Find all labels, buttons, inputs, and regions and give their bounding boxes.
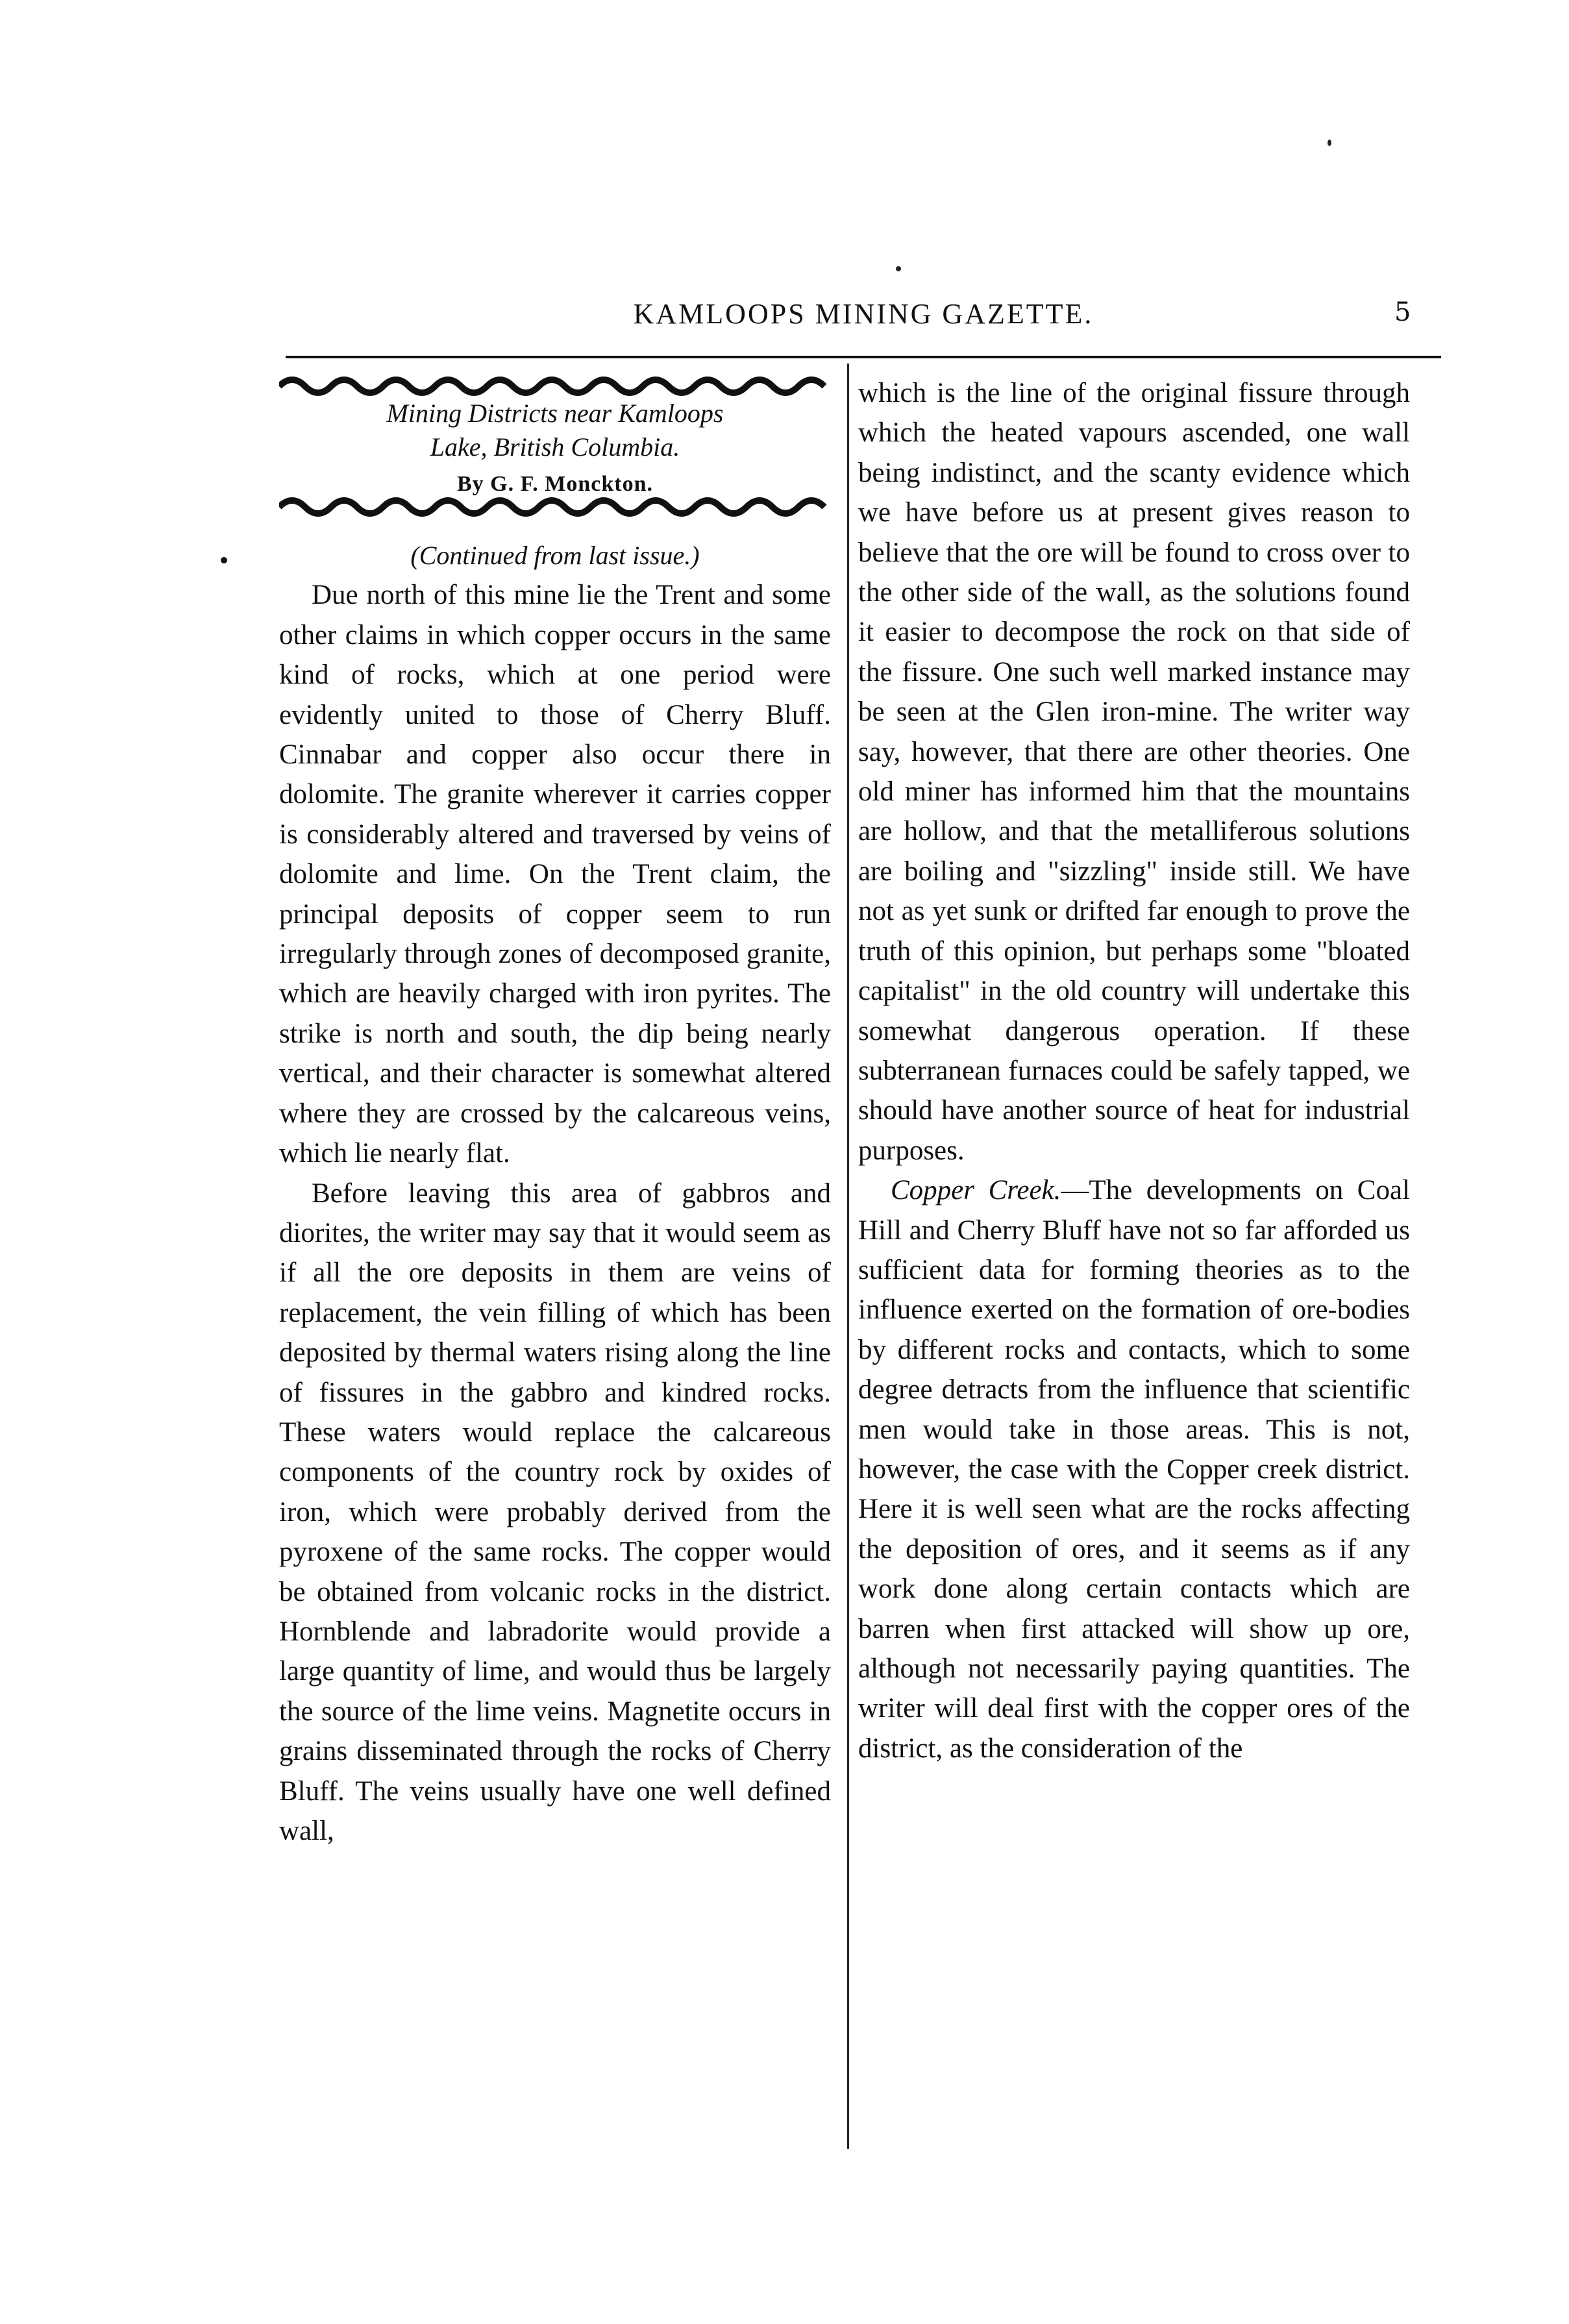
paragraph: which is the line of the original fissure through which the heated vapours ascended, one wall being indistinct, and the scanty evidence which we have before us at present gives reason to believe that the ore will be found to cross over to the other side of the wall, as the solutions found it easier to decompose the rock on that side of the fissure. One such well marked instance may be seen at the Glen iron-mine. The writer way say, however, that there are other theories. One old miner has informed him that the mountains are hollow, and that the metalliferous solutions are boiling and "sizzling" inside still. We have not as yet sunk or drifted far enough to prove the truth of this opinion, but perhaps some "bloated capitalist" in the old country will undertake this somewhat dangerous operation. If these subterranean furnaces could be safely tapped, we should have another source of heat for industrial purposes.: [858, 378, 1410, 1166]
article-title-block: [279, 373, 831, 523]
ornament-border-top: [279, 373, 831, 399]
paragraph-copper-creek: [858, 1170, 1410, 1768]
margin-speck: [1328, 140, 1331, 146]
header-rule: [286, 356, 1441, 358]
section-heading: Copper Creek.: [891, 1175, 1061, 1206]
article-title: [279, 397, 831, 464]
article-title-line-2: Lake, British Columbia.: [430, 432, 680, 462]
margin-dot: [221, 557, 227, 563]
left-column: [279, 373, 831, 1851]
ornament-border-bottom: [279, 494, 831, 520]
margin-speck: [896, 266, 901, 271]
article-byline: By G. F. Monckton.: [456, 472, 653, 496]
publication-title: KAMLOOPS MINING GAZETTE.: [633, 298, 1094, 330]
continued-note: (Continued from last issue.): [410, 541, 700, 570]
paragraph: Before leaving this area of gabbros and diorites, the writer may say that it would seem as if all the ore deposits in them are veins of replacement, the vein filling of which has been deposited by thermal waters rising along the line of fissures in the gabbro and kindred rocks. These waters would replace the calcareous components of the country rock by oxides of iron, which were probably derived from the pyroxene of the same rocks. The copper would be obtained from volcanic rocks in the district. Hornblende and labradorite would provide a large quantity of lime, and would thus be largely the source of the lime veins. Magnetite occurs in grains disseminated through the rocks of Cherry Bluff. The veins usually have one well defined wall,: [279, 1178, 831, 1846]
section-text: —The developments on Coal Hill and Cherry Bluff have not so far afforded us sufficient data for forming theories as to the influence exerted on the formation of ore-bodies by different rocks and contacts, which to some degree detracts from the influence that scientific men would take in those areas. This is not, however, the case with the Copper creek district. Here it is well seen what are the rocks affecting the deposition of ores, and it seems as if any work done along certain contacts which are barren when first attacked will show up ore, although not necessarily paying quantities. The writer will deal first with the copper ores of the district, as the consideration of the: [858, 1175, 1411, 1764]
right-column: [858, 373, 1410, 1768]
paragraph: Due north of this mine lie the Trent and some other claims in which copper occurs in the same kind of rocks, which at one period were evidently united to those of Cherry Bluff. Cinnabar and copper also occur there in dolomite. The granite wherever it carries copper is considerably altered and traversed by veins of dolomite and lime. On the Trent claim, the principal deposits of copper seem to run irregularly through zones of decomposed granite, which are heavily charged with iron pyrites. The strike is north and south, the dip being nearly vertical, and their character is somewhat altered where they are crossed by the calcareous veins, which lie nearly flat.: [279, 580, 831, 1169]
article-title-line-1: Mining Districts near Kamloops: [386, 399, 724, 428]
column-divider: [847, 364, 849, 2149]
page-number: 5: [1394, 297, 1411, 327]
page-header: [0, 297, 1569, 349]
